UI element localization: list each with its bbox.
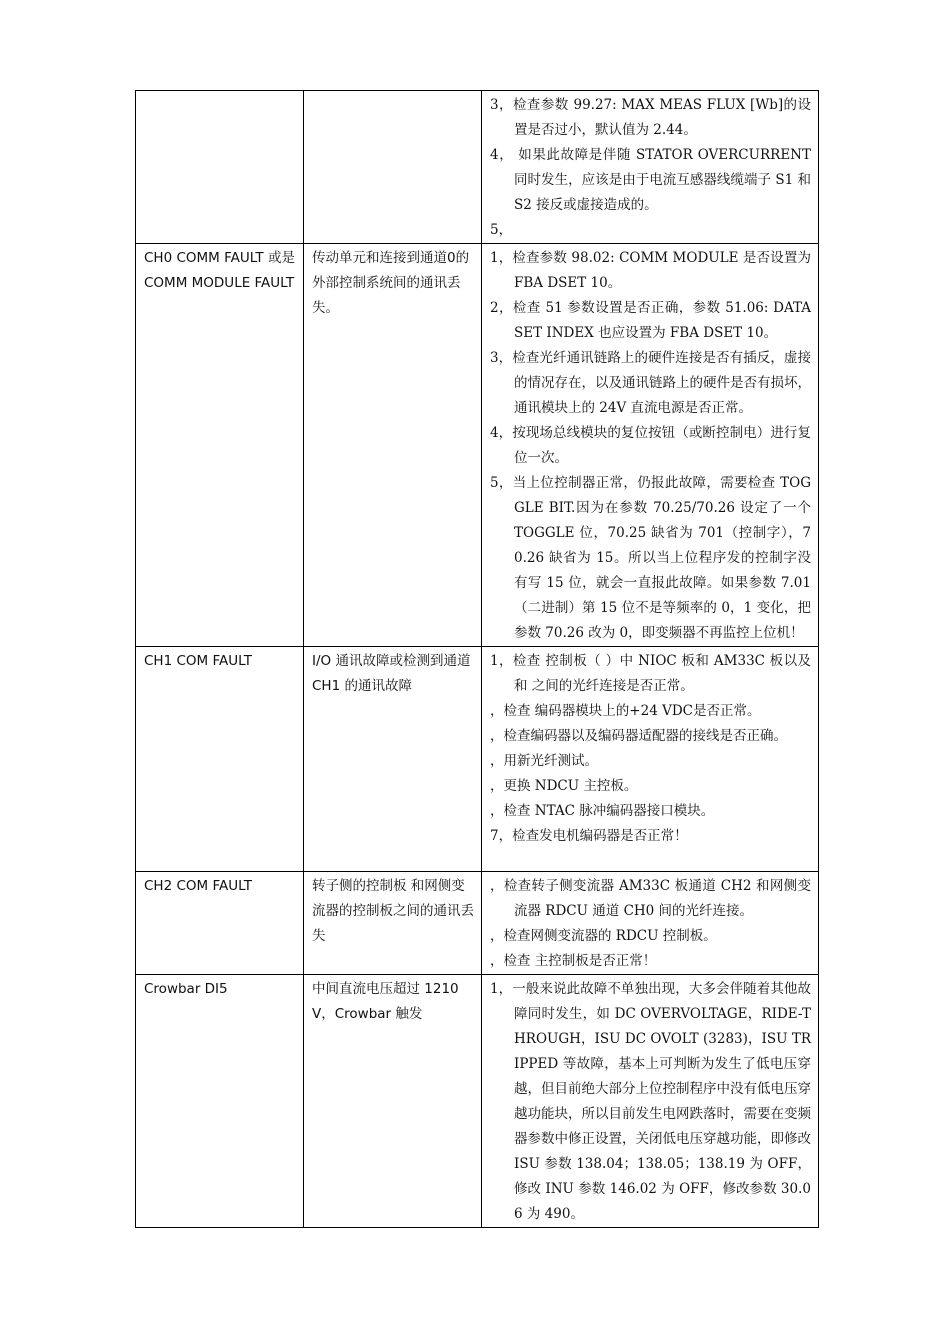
fault-name-cell — [136, 91, 304, 244]
remedy-steps-cell — [482, 647, 819, 872]
remedy-step: ，检查 主控制板是否正常！ — [490, 953, 657, 969]
remedy-step: 5，当上位控制器正常，仍报此故障，需要检查 TOGGLE BIT.因为在参数 70.25/70.26 设定了一个 TOGGLE 位，70.25 缺省为 701（控制字），70.26 缺省为 15。所以当上位程序发的控制字没有写 15 位，就会一直报此故障。如果参数 7.01（二进制）第 15 位不是等频率的 0，1 变化，把参数 70.26 改为 0，即变频器不再监控上位机！ — [490, 475, 811, 641]
remedy-step: 4， 如果此故障是伴随 STATOR OVERCURRENT 同时发生，应该是由于电流互感器线缆端子 S1 和 S2 接反或虚接造成的。 — [490, 147, 811, 213]
fault-name-cell: CH1 COM FAULT — [136, 647, 304, 872]
fault-row — [136, 975, 819, 1228]
remedy-step: ，更换 NDCU 主控板。 — [490, 778, 638, 794]
remedy-steps-cell — [482, 975, 819, 1228]
remedy-steps-cell — [482, 872, 819, 975]
remedy-steps-cell — [482, 91, 819, 244]
remedy-step: ，检查转子侧变流器 AM33C 板通道 CH2 和网侧变流器 RDCU 通道 CH0 间的光纤连接。 — [490, 878, 811, 919]
remedy-step: 1，检查 控制板（ ）中 NIOC 板和 AM33C 板以及和 之间的光纤连接是否正常。 — [490, 653, 811, 694]
remedy-steps-cell — [482, 244, 819, 647]
fault-cause-cell: I/O 通讯故障或检测到通道CH1 的通讯故障 — [304, 647, 482, 872]
remedy-step: 1，一般来说此故障不单独出现，大多会伴随着其他故障同时发生，如 DC OVERVOLTAGE，RIDE-THROUGH，ISU DC OVOLT (3283)，ISU TRIPPED 等故障，基本上可判断为发生了低电压穿越，但目前绝大部分上位控制程序中没有低电压穿越功能块，所以目前发生电网跌落时，需要在变频器参数中修正设置，关闭低电压穿越功能，即修改 ISU 参数 138.04；138.05；138.19 为 OFF， 修改 INU 参数 146.02 为 OFF，修改参数 30.06 为 490。 — [490, 981, 811, 1222]
fault-row — [136, 872, 819, 975]
remedy-step: ，检查 NTAC 脉冲编码器接口模块。 — [490, 803, 715, 819]
fault-cause-cell: 传动单元和连接到通道0的外部控制系统间的通讯丢失。 — [304, 244, 482, 647]
fault-cause-cell: 转子侧的控制板 和网侧变流器的控制板之间的通讯丢失 — [304, 872, 482, 975]
fault-cause-cell — [304, 91, 482, 244]
fault-row — [136, 244, 819, 647]
fault-table — [135, 90, 819, 1228]
remedy-step: 1，检查参数 98.02: COMM MODULE 是否设置为 FBA DSET 10。 — [490, 250, 811, 291]
remedy-step: 4，按现场总线模块的复位按钮（或断控制电）进行复位一次。 — [490, 425, 811, 466]
fault-name-cell: CH0 COMM FAULT 或是 COMM MODULE FAULT — [136, 244, 304, 647]
remedy-step: 5， — [490, 222, 513, 238]
remedy-step: 3，检查参数 99.27: MAX MEAS FLUX [Wb]的设置是否过小，默认值为 2.44。 — [490, 97, 811, 138]
fault-name-cell: Crowbar DI5 — [136, 975, 304, 1228]
remedy-step: ，检查编码器以及编码器适配器的接线是否正确。 — [490, 728, 787, 744]
remedy-step: ，检查 编码器模块上的+24 VDC是否正常。 — [490, 703, 761, 719]
fault-row — [136, 647, 819, 872]
fault-row — [136, 91, 819, 244]
remedy-step: ，检查网侧变流器的 RDCU 控制板。 — [490, 928, 717, 944]
remedy-step: 7，检查发电机编码器是否正常！ — [490, 828, 688, 844]
remedy-step: ，用新光纤测试。 — [490, 753, 598, 769]
remedy-step: 2，检查 51 参数设置是否正确，参数 51.06: DATA SET INDEX 也应设置为 FBA DSET 10。 — [490, 300, 811, 341]
fault-name-cell: CH2 COM FAULT — [136, 872, 304, 975]
fault-cause-cell: 中间直流电压超过 1210 V，Crowbar 触发 — [304, 975, 482, 1228]
remedy-step: 3，检查光纤通讯链路上的硬件连接是否有插反，虚接的情况存在，以及通讯链路上的硬件是否有损坏，通讯模块上的 24V 直流电源是否正常。 — [490, 350, 811, 416]
